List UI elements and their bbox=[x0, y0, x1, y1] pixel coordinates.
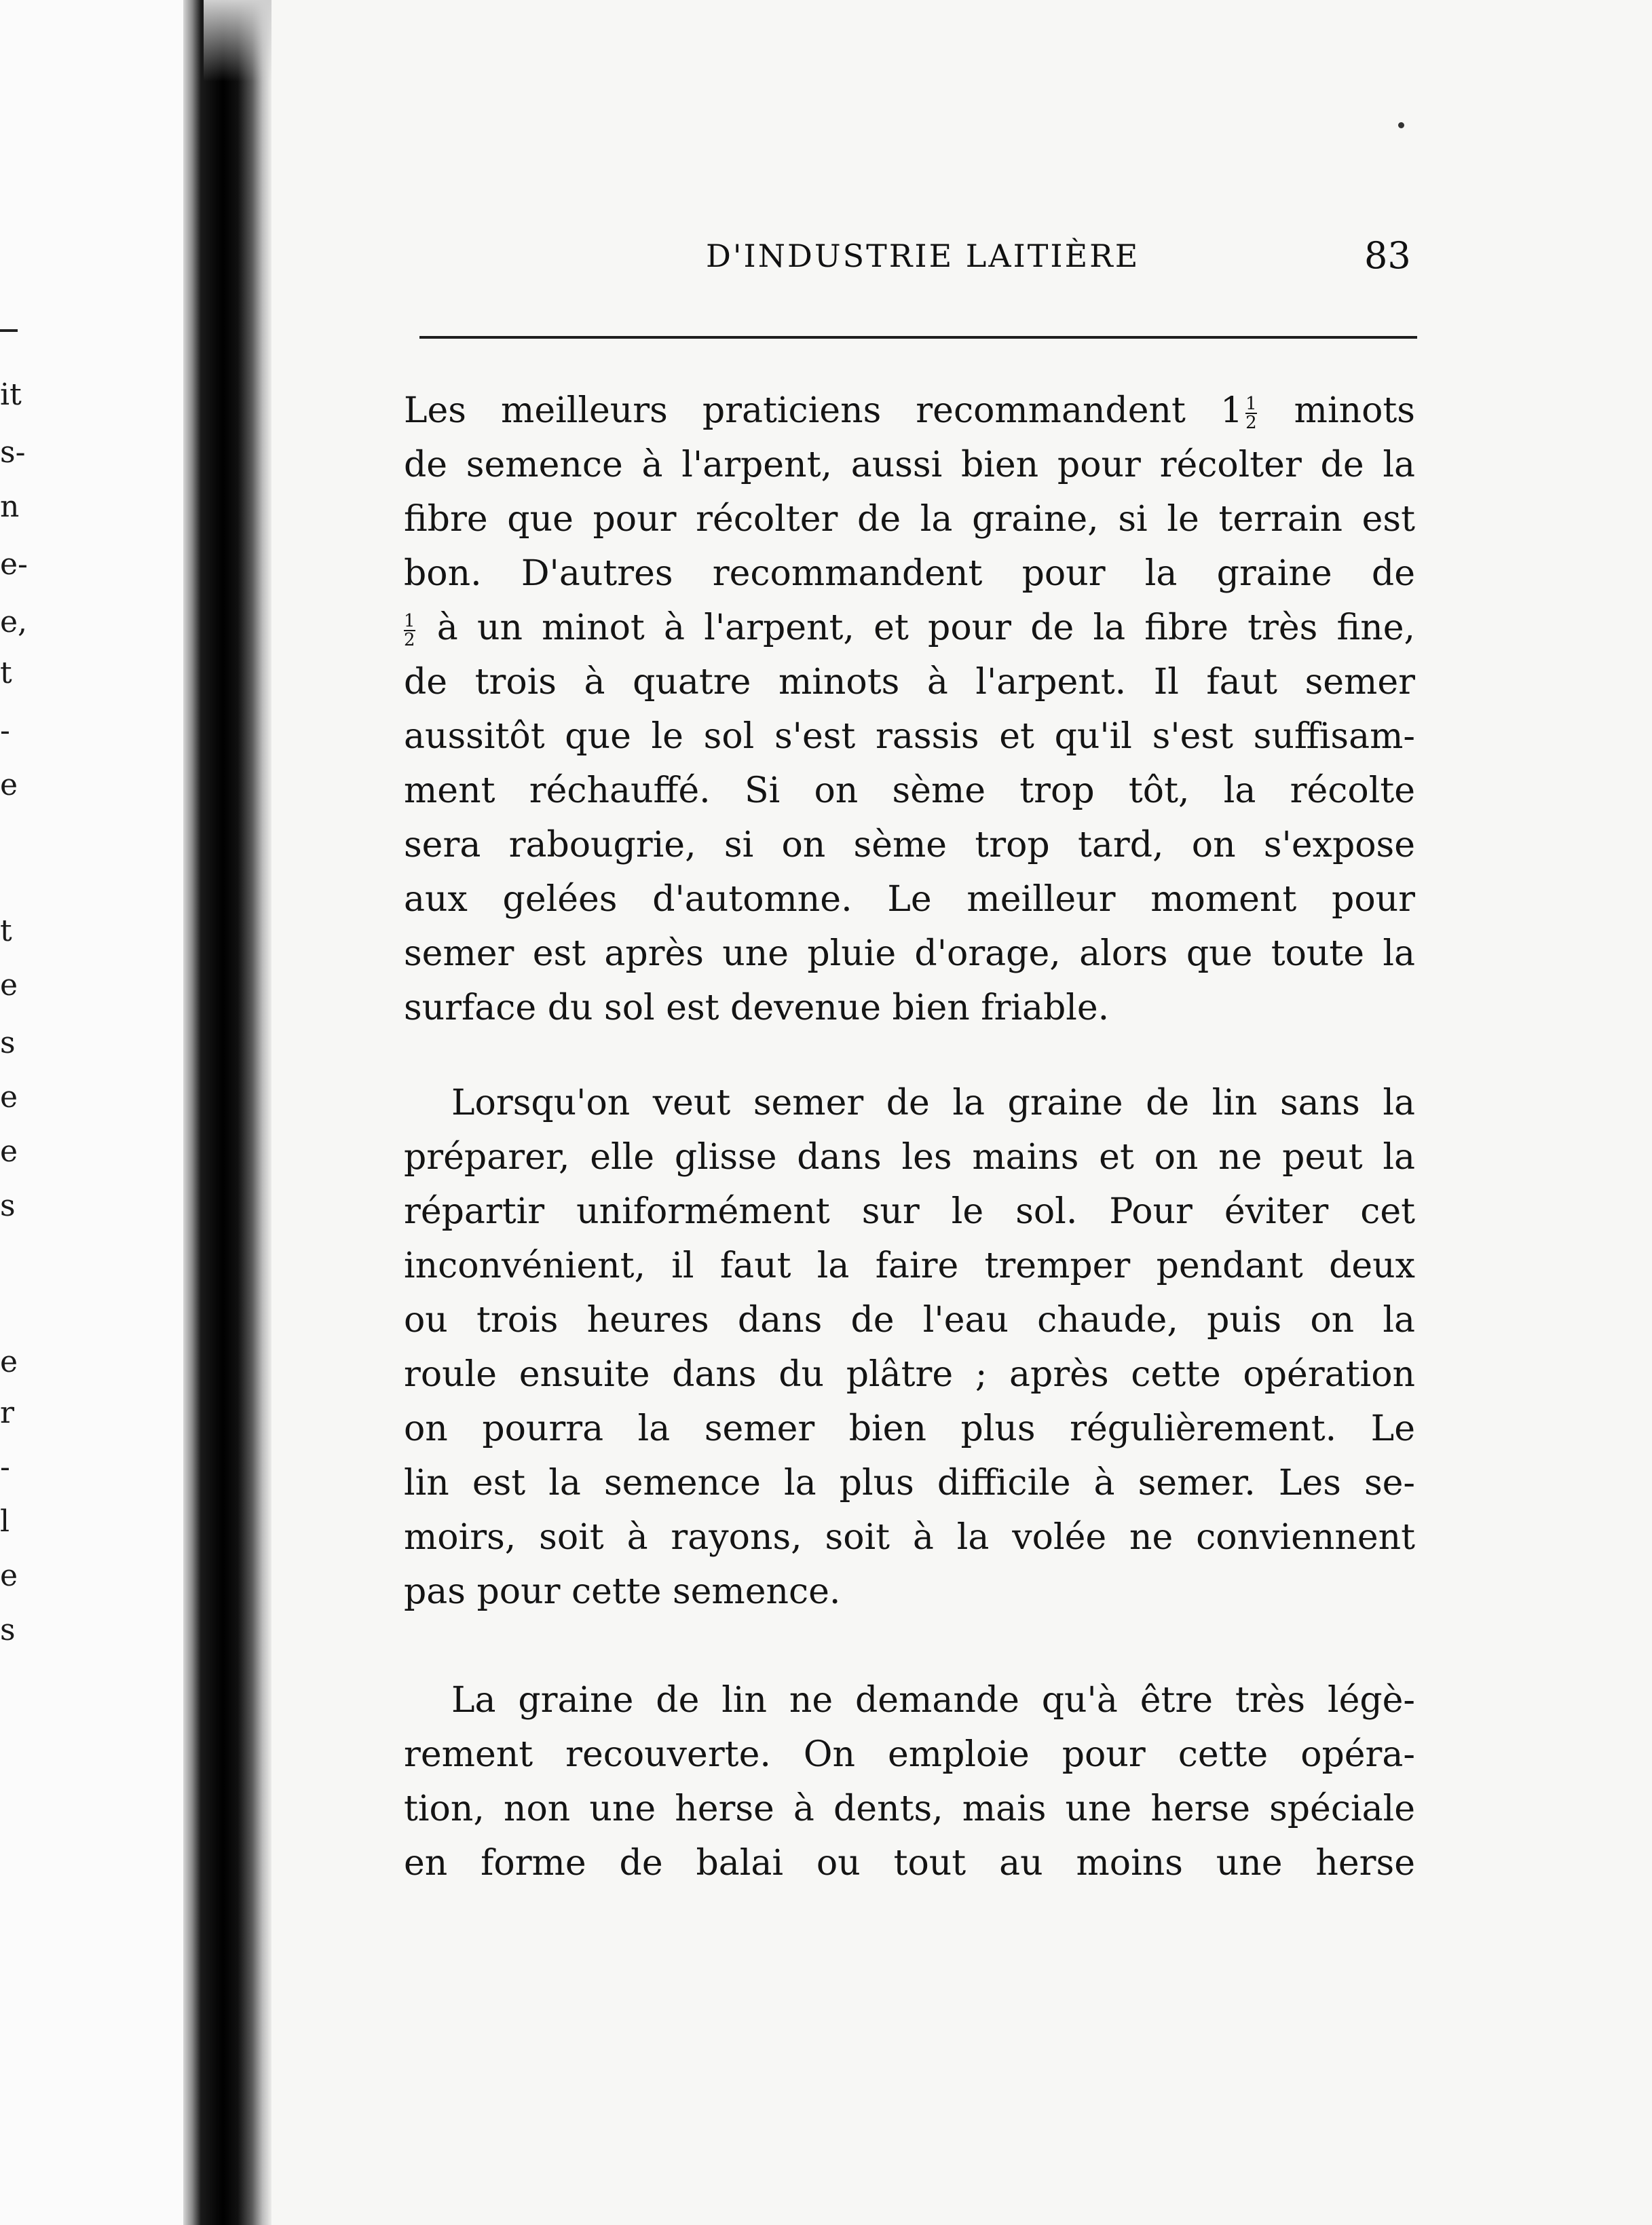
left-page-fragment: t bbox=[0, 656, 12, 690]
text-line: aux gelées d'automne. Le meilleur moment pour bbox=[404, 879, 1415, 920]
left-page-fragment: e bbox=[0, 1558, 18, 1593]
left-page-fragment: l bbox=[0, 1504, 10, 1539]
text-line: de semence à l'arpent, aussi bien pour récolter de la bbox=[404, 445, 1415, 485]
text-line: aussitôt que le sol s'est rassis et qu'il s'est suffisam- bbox=[404, 716, 1415, 757]
header-rule bbox=[419, 336, 1417, 339]
dust-speck bbox=[1398, 122, 1404, 128]
text-line: inconvénient, il faut la faire tremper pendant deux bbox=[404, 1246, 1415, 1286]
text-line: roule ensuite dans du plâtre ; après cette opération bbox=[404, 1354, 1415, 1395]
text-line: préparer, elle glisse dans les mains et on ne peut la bbox=[404, 1137, 1415, 1178]
text-line: pas pour cette semence. bbox=[404, 1571, 841, 1612]
text-line: La graine de lin ne demande qu'à être très légè- bbox=[451, 1680, 1415, 1721]
left-page-fragment: e, bbox=[0, 605, 28, 639]
left-page-fragment: it bbox=[0, 377, 22, 412]
text-line: ou trois heures dans de l'eau chaude, puis on la bbox=[404, 1300, 1415, 1341]
left-page-fragment: e- bbox=[0, 547, 28, 582]
text-line: Les meilleurs praticiens recommandent 1 $\frac{1}{2}$ minots bbox=[404, 390, 1415, 433]
text-line: Lorsqu'on veut semer de la graine de lin sans la bbox=[451, 1083, 1415, 1123]
left-page-fragment: - bbox=[0, 713, 10, 748]
text-line: fibre que pour récolter de la graine, si le terrain est bbox=[404, 499, 1415, 540]
left-page-fragment: n bbox=[0, 489, 20, 524]
text-line: en forme de balai ou tout au moins une herse bbox=[404, 1843, 1415, 1884]
left-page-fragment: e bbox=[0, 968, 18, 1003]
fraction-one-half: $\frac{1}{2}$ bbox=[1245, 393, 1257, 433]
text-line: bon. D'autres recommandent pour la graine de bbox=[404, 553, 1415, 594]
left-page-fragment: s bbox=[0, 1026, 16, 1060]
paragraph-1 bbox=[404, 384, 1415, 1035]
left-page-fragment: e bbox=[0, 1134, 18, 1169]
text-line: rement recouverte. On emploie pour cette opéra- bbox=[404, 1734, 1415, 1775]
paragraph-2 bbox=[404, 1076, 1415, 1619]
left-page-fragment: - bbox=[0, 1450, 10, 1484]
left-page-fragment: r bbox=[0, 1396, 15, 1430]
left-page-fragment: e bbox=[0, 768, 18, 802]
text-line: sera rabougrie, si on sème trop tard, on s'expose bbox=[404, 825, 1415, 865]
text-line: lin est la semence la plus difficile à semer. Les se- bbox=[404, 1463, 1415, 1503]
page-number: 83 bbox=[1364, 234, 1411, 277]
left-page-fragment: e bbox=[0, 1080, 18, 1115]
text-line: tion, non une herse à dents, mais une herse spéciale bbox=[404, 1789, 1415, 1829]
text-line: on pourra la semer bien plus régulièrement. Le bbox=[404, 1408, 1415, 1449]
text-line: $\frac{1}{2}$ à un minot à l'arpent, et pour de la fibre très fine, bbox=[404, 607, 1415, 650]
left-page-mark bbox=[0, 329, 18, 332]
text-line: ment réchauffé. Si on sème trop tôt, la récolte bbox=[404, 770, 1415, 811]
left-page-fragment: e bbox=[0, 1345, 18, 1379]
gutter-shadow bbox=[204, 0, 271, 81]
paragraph-3 bbox=[404, 1673, 1415, 1890]
fraction-one-half: $\frac{1}{2}$ bbox=[404, 610, 415, 650]
left-page-fragment: s- bbox=[0, 435, 26, 470]
left-page-fragment: s bbox=[0, 1613, 16, 1647]
text-line: de trois à quatre minots à l'arpent. Il faut semer bbox=[404, 662, 1415, 703]
text-line: répartir uniformément sur le sol. Pour éviter cet bbox=[404, 1191, 1415, 1232]
book-gutter bbox=[183, 0, 271, 2225]
left-page-edge bbox=[0, 0, 188, 2225]
text-line: semer est après une pluie d'orage, alors que toute la bbox=[404, 933, 1415, 974]
left-page-fragment: s bbox=[0, 1189, 16, 1223]
left-page-fragment: t bbox=[0, 914, 12, 948]
running-title: D'INDUSTRIE LAITIÈRE bbox=[706, 238, 1140, 274]
text-line: surface du sol est devenue bien friable. bbox=[404, 988, 1110, 1028]
text-line: moirs, soit à rayons, soit à la volée ne conviennent bbox=[404, 1517, 1415, 1558]
